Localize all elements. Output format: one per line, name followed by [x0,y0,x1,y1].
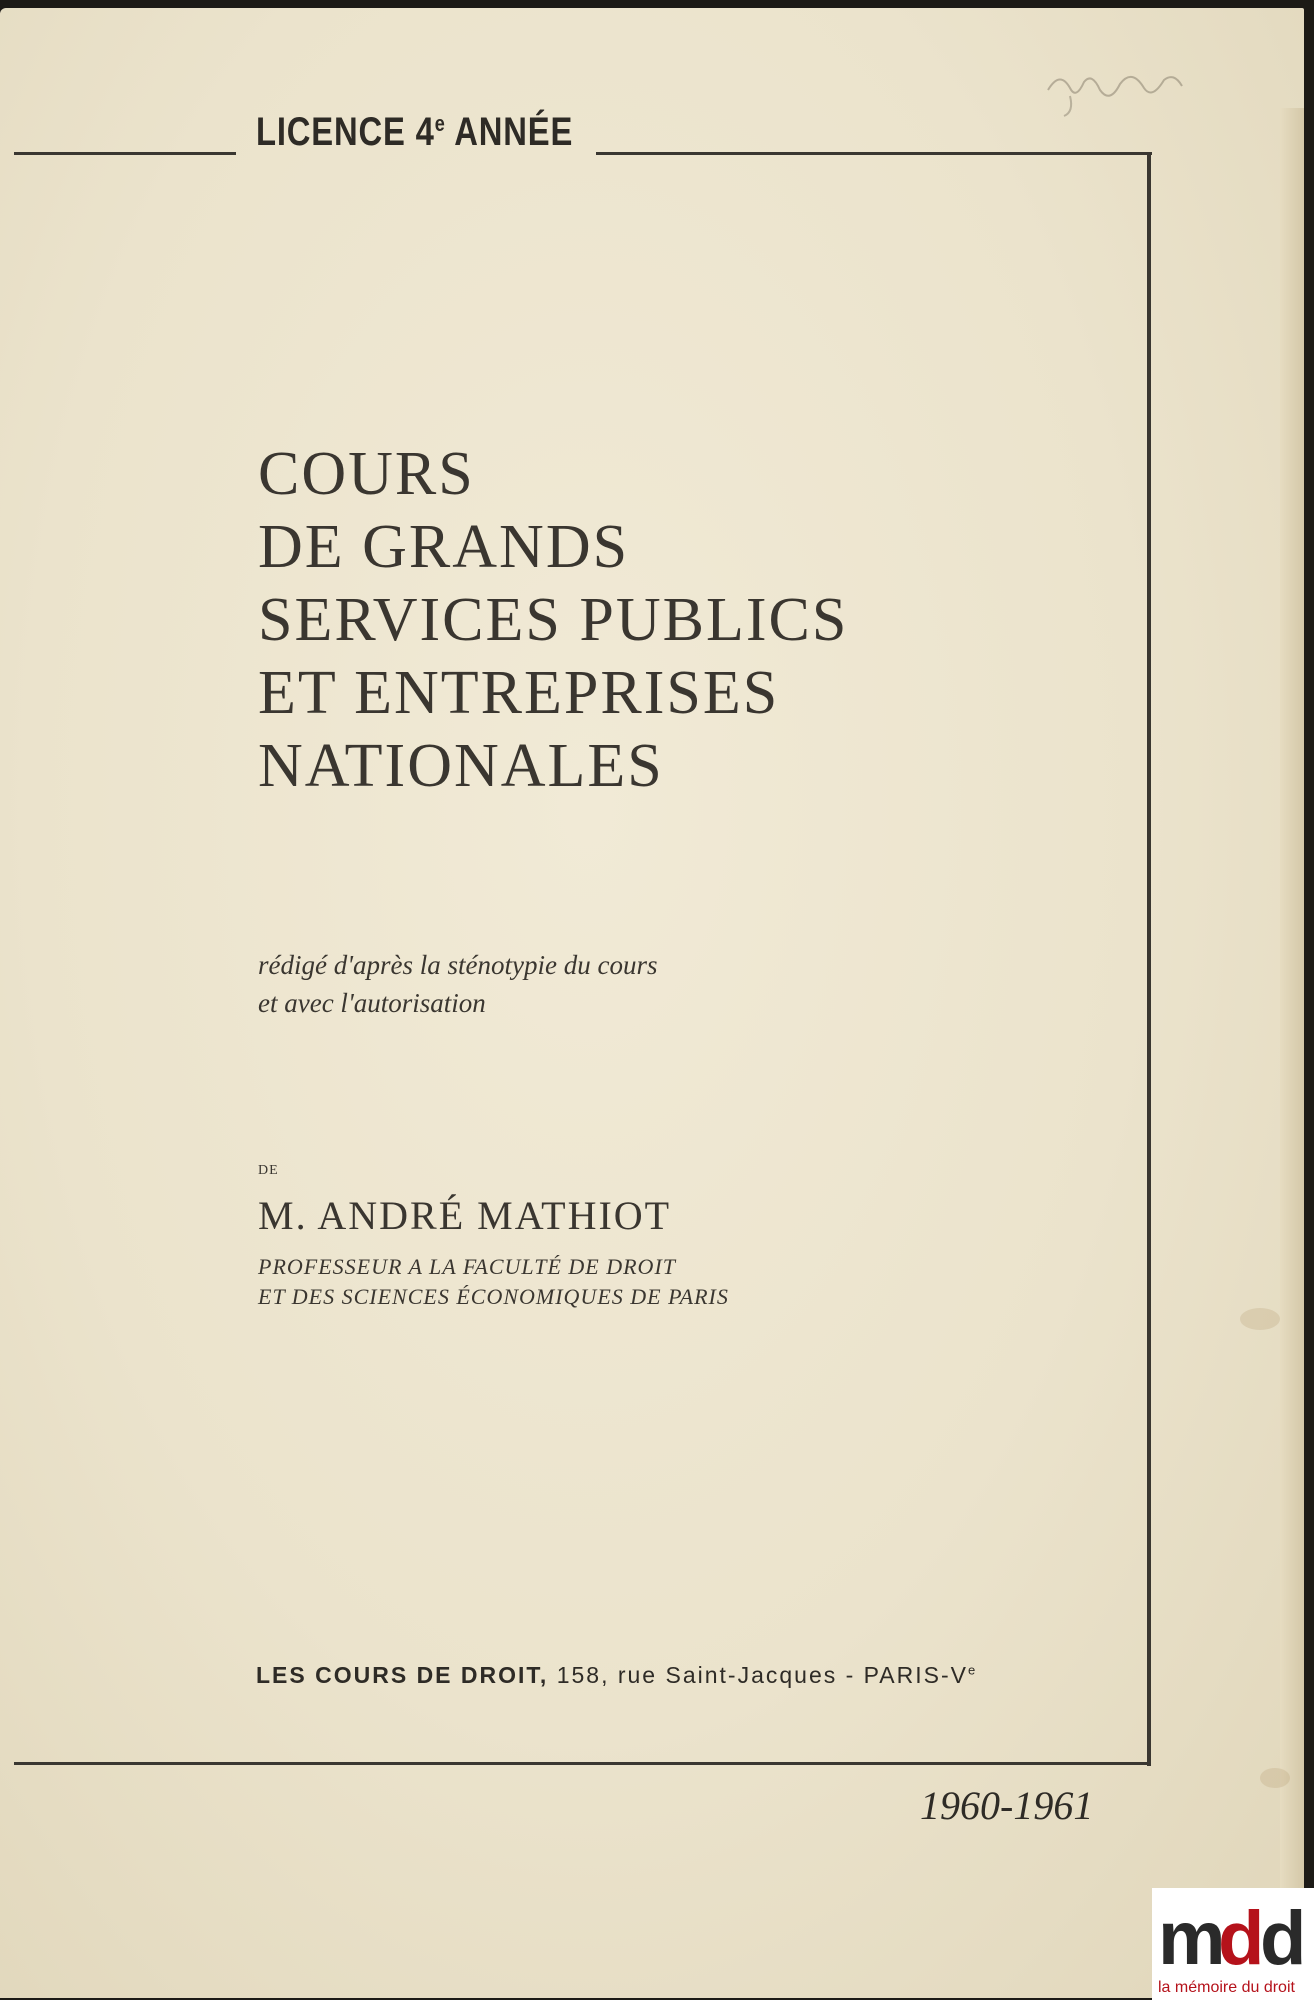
svg-text:m: m [1158,1896,1220,1981]
subtitle-line: rédigé d'après la sténotypie du cours [258,950,658,980]
title-line: ET ENTREPRISES [258,659,780,727]
title-line: COURS [258,440,475,508]
frame-rule-top-left [14,152,236,155]
svg-text:d: d [1260,1896,1301,1981]
publisher-name: LES COURS DE DROIT, [256,1662,549,1688]
frame-rule-right [1147,152,1151,1766]
affiliation-line: PROFESSEUR A LA FACULTÉ DE DROIT [258,1254,676,1279]
publisher-address: 158, rue Saint-Jacques - PARIS-V [548,1662,968,1688]
svg-text:d: d [1218,1896,1259,1981]
author-name: M. ANDRÉ MATHIOT [258,1193,672,1238]
title-line: SERVICES PUBLICS [258,586,849,654]
frame-rule-top-right [596,152,1152,155]
book-title [258,438,848,803]
paper-stain [1240,1308,1280,1330]
page-edge-shadow [1280,108,1304,1998]
handwritten-annotation [1040,60,1190,120]
frame-rule-bottom [14,1762,1151,1765]
subtitle-line: et avec l'autorisation [258,988,486,1018]
series-heading: LICENCE 4e ANNÉE [256,110,574,154]
affiliation-line: ET DES SCIENCES ÉCONOMIQUES DE PARIS [258,1284,729,1309]
subtitle [258,946,657,1022]
academic-year: 1960-1961 [920,1783,1094,1828]
title-line: DE GRANDS [258,513,630,581]
svg-text:la mémoire du droit: la mémoire du droit [1158,1979,1295,1996]
de-label: DE [258,1163,279,1178]
mdd-watermark-logo [1152,1888,1314,2000]
title-line: NATIONALES [258,732,664,800]
paper-stain [1260,1768,1290,1788]
author-affiliation [258,1252,729,1312]
publisher-line: LES COURS DE DROIT, 158, rue Saint-Jacques - PARIS-Ve [256,1662,978,1688]
